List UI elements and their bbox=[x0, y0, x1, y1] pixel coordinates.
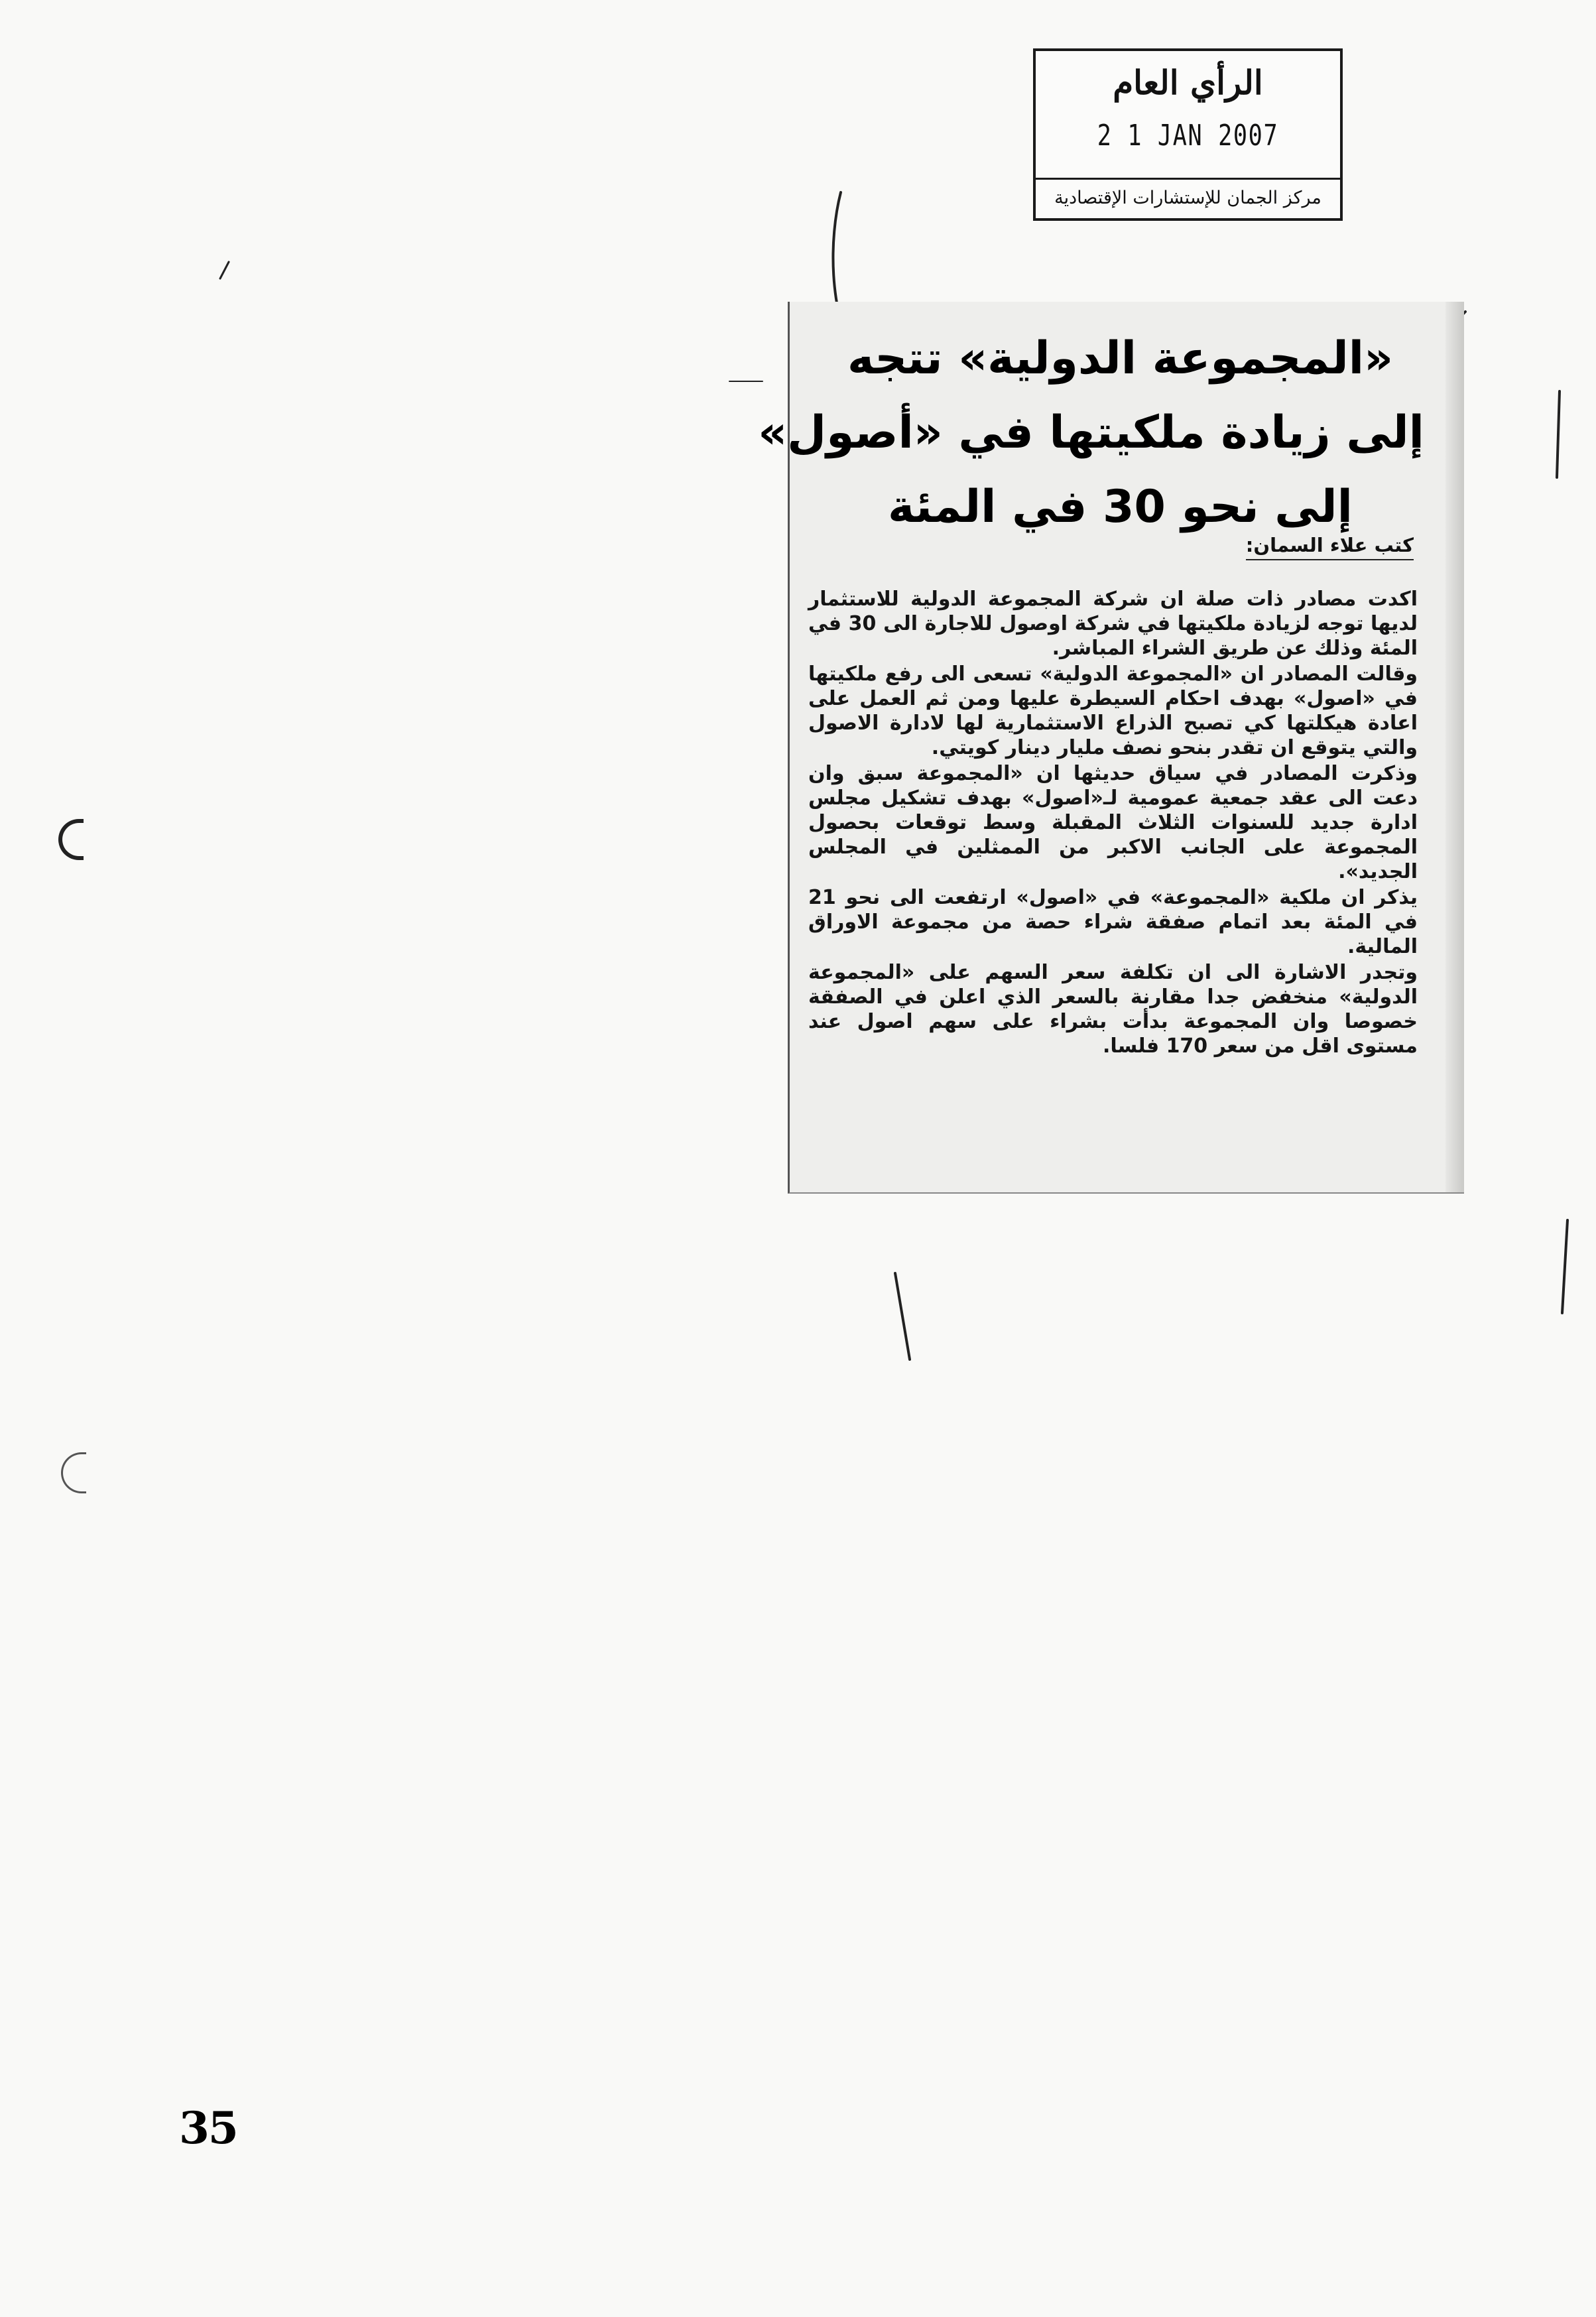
article-paragraph: وقالت المصادر ان «المجموعة الدولية» تسعى الى رفع ملكيتها في «اصول» بهدف احكام السيطرة عليها ومن ثم العمل على اعادة هيكلتها كي تصبح الذراع الاستثمارية لها لادارة الاصول والتي يتوقع ان تقدر بنحو نصف مليار دينار كويتي. bbox=[808, 662, 1418, 759]
pen-stroke-right-1 bbox=[1557, 391, 1560, 477]
newspaper-name: الرأي العام bbox=[1113, 63, 1263, 102]
pen-stroke-tick bbox=[220, 262, 229, 279]
article-paragraph: يذكر ان ملكية «المجموعة» في «اصول» ارتفعت الى نحو 21 في المئة بعد اتمام صفقة شراء حصة من مجموعة الاوراق المالية. bbox=[808, 886, 1418, 958]
article-paragraph: وتجدر الاشارة الى ان تكلفة سعر السهم على «المجموعة الدولية» منخفض جدا مقارنة بالسعر الذي اعلن في الصفقة خصوصا وان المجموعة بدأت بشراء على سهم اصول عند مستوى اقل من سعر 170 فلسا. bbox=[808, 961, 1418, 1058]
headline-line: إلى زيادة ملكيتها في «أصول» bbox=[758, 407, 1424, 459]
newspaper-clipping bbox=[758, 302, 1464, 1194]
newspaper-date-stamp bbox=[1033, 48, 1343, 221]
article-paragraph: اكدت مصادر ذات صلة ان شركة المجموعة الدولية للاستثمار لديها توجه لزيادة ملكيتها في شركة اوصول للاجارة الى 30 في المئة وذلك عن طريق الشراء المباشر. bbox=[808, 588, 1418, 660]
stamp-center-name: مركز الجمان للإستشارات الإقتصادية bbox=[1036, 178, 1340, 218]
article-body bbox=[808, 587, 1418, 1060]
article-paragraph: وذكرت المصادر في سياق حديثها ان «المجموعة سبق وان دعت الى عقد جمعية عمومية لـ«اصول» بهدف تشكيل مجلس ادارة جديد للسنوات الثلاث المقبلة وسط توقعات بحصول المجموعة على الجانب الاكبر من الممثلين في المجلس الجديد». bbox=[808, 762, 1418, 883]
article-byline: كتب علاء السمان: bbox=[1246, 534, 1414, 560]
stamp-date: 2 1 JAN 2007 bbox=[1097, 119, 1279, 153]
headline-line: إلى نحو 30 في المئة bbox=[888, 481, 1353, 533]
headline-line: «المجموعة الدولية» تتجه bbox=[847, 332, 1393, 385]
article-headline bbox=[758, 322, 1424, 544]
page-number: 35 bbox=[179, 2102, 237, 2154]
clipping-edge-shadow bbox=[1445, 302, 1464, 1192]
pen-stroke-mid bbox=[895, 1273, 910, 1359]
pen-stroke-right-2 bbox=[1562, 1220, 1567, 1313]
